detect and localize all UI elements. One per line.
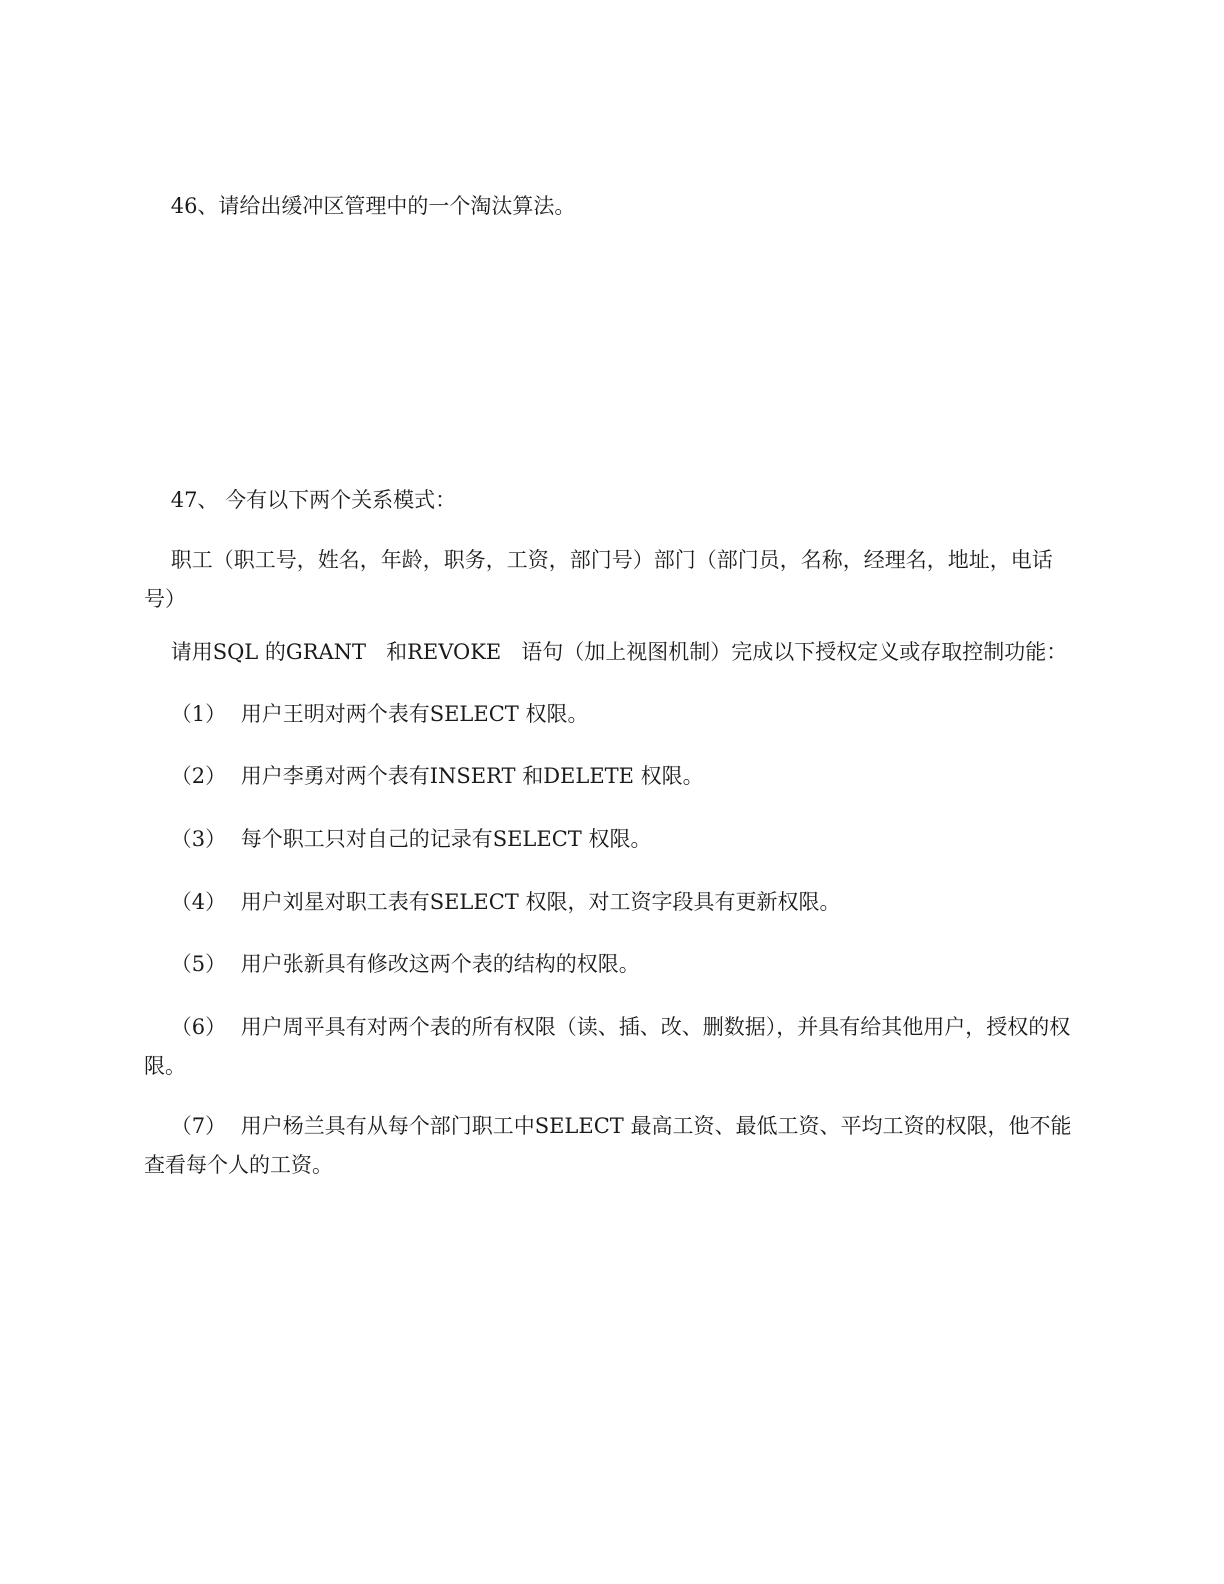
item-label: （5） bbox=[170, 952, 227, 976]
item-label: （6） bbox=[170, 1015, 227, 1039]
item-label: （2） bbox=[170, 764, 227, 788]
item-text: 用户王明对两个表有SELECT 权限。 bbox=[240, 702, 589, 726]
item-label: （1） bbox=[170, 702, 227, 726]
item-text: 用户李勇对两个表有INSERT 和DELETE 权限。 bbox=[240, 764, 704, 788]
list-item bbox=[144, 1068, 1074, 1224]
question-46 bbox=[144, 148, 1074, 265]
item-text: 用户张新具有修改这两个表的结构的权限。 bbox=[240, 952, 640, 976]
schema-text: 职工（职工号，姓名，年龄，职务，工资，部门号）部门（部门员，名称，经理名，地址，电话号） bbox=[144, 548, 1053, 611]
item-text: 用户刘星对职工表有SELECT 权限，对工资字段具有更新权限。 bbox=[240, 890, 841, 914]
item-text: 用户杨兰具有从每个部门职工中SELECT 最高工资、最低工资、平均工资的权限，他不能查看每个人的工资。 bbox=[144, 1114, 1072, 1177]
question-46-text: 46、请给出缓冲区管理中的一个淘汰算法。 bbox=[170, 194, 576, 218]
question-47-heading-text: 47、 今有以下两个关系模式： bbox=[170, 488, 457, 512]
instruction-text: 请用SQL 的GRANT 和REVOKE 语句（加上视图机制）完成以下授权定义或存取控制功能： bbox=[170, 640, 1068, 664]
item-text: 每个职工只对自己的记录有SELECT 权限。 bbox=[240, 827, 652, 851]
item-label: （7） bbox=[170, 1114, 227, 1138]
item-label: （3） bbox=[170, 827, 227, 851]
item-label: （4） bbox=[170, 890, 227, 914]
item-text: 用户周平具有对两个表的所有权限（读、插、改、删数据），并具有给其他用户，授权的权限。 bbox=[144, 1015, 1071, 1078]
